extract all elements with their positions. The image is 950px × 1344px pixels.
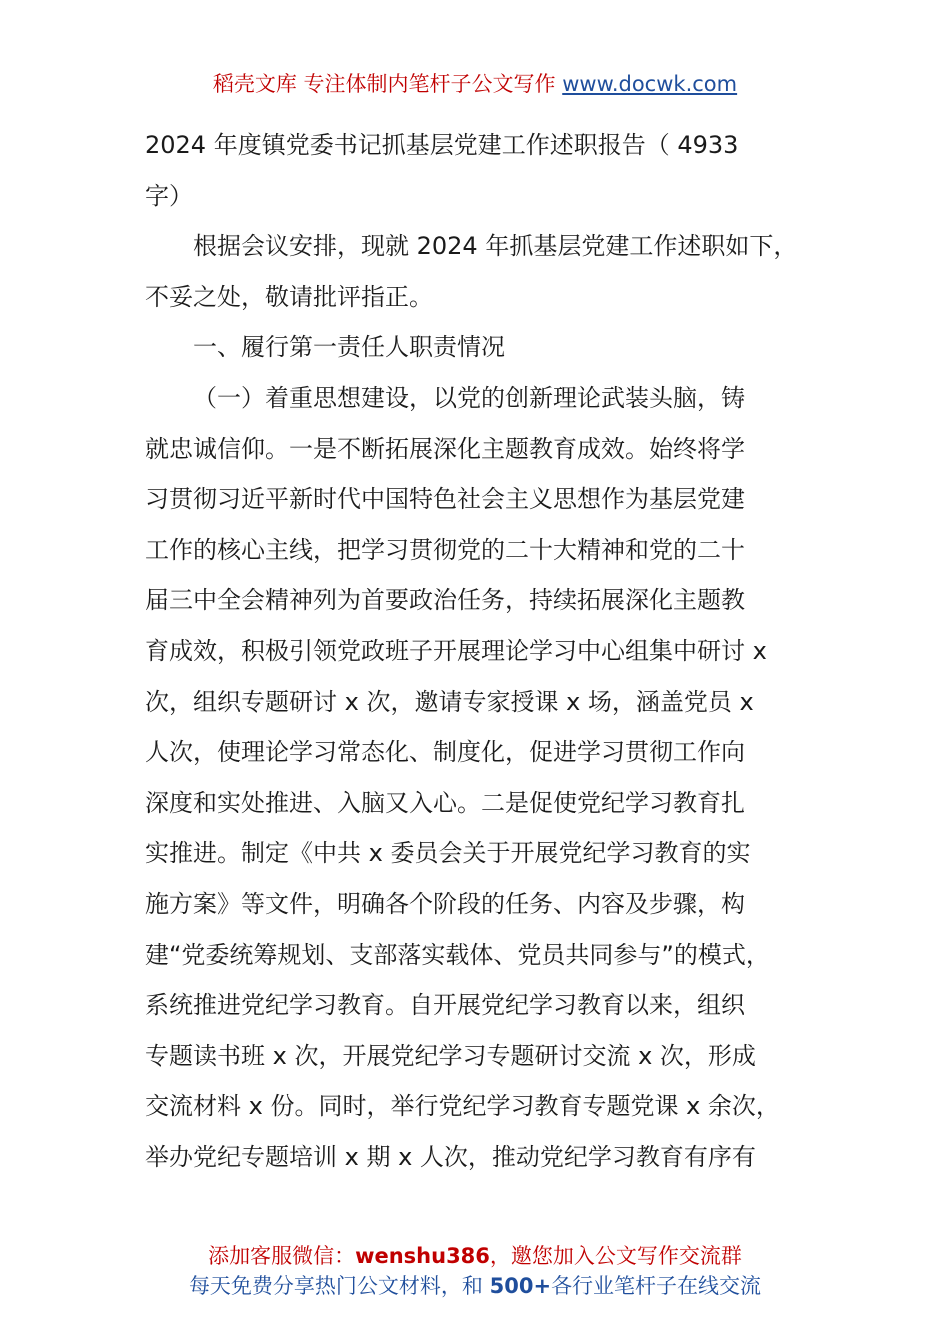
paragraph-line: 届三中全会精神列为首要政治任务，持续拓展深化主题教 bbox=[145, 586, 745, 615]
paragraph-line: 举办党纪专题培训 x 期 x 人次，推动党纪学习教育有序有 bbox=[145, 1142, 756, 1171]
footer-contact-line bbox=[0, 1240, 950, 1270]
paragraph-line: 系统推进党纪学习教育。自开展党纪学习教育以来，组织 bbox=[145, 991, 745, 1020]
footer-promo-line bbox=[0, 1270, 950, 1300]
paragraph-line: 实推进。制定《中共 x 委员会关于开展党纪学习教育的实 bbox=[145, 839, 751, 868]
paragraph-line: 人次，使理论学习常态化、制度化，促进学习贯彻工作向 bbox=[145, 738, 745, 767]
paragraph-line: 专题读书班 x 次，开展党纪学习专题研讨交流 x 次，形成 bbox=[145, 1041, 756, 1070]
paragraph-line: 建“党委统筹规划、支部落实载体、党员共同参与”的模式， bbox=[145, 940, 770, 969]
document-body bbox=[145, 120, 835, 1182]
paragraph-line: 工作的核心主线，把学习贯彻党的二十大精神和党的二十 bbox=[145, 535, 745, 564]
paragraph-line: 施方案》等文件，明确各个阶段的任务、内容及步骤，构 bbox=[145, 889, 745, 918]
paragraph-line: 交流材料 x 份。同时，举行党纪学习教育专题党课 x 余次， bbox=[145, 1092, 780, 1121]
footer-line2-suffix: 各行业笔杆子在线交流 bbox=[551, 1274, 762, 1298]
doc-title-line: 字） bbox=[145, 181, 193, 210]
footer-line2-prefix: 每天免费分享热门公文材料，和 bbox=[188, 1274, 490, 1298]
wechat-id: wenshu386 bbox=[355, 1244, 490, 1268]
footer-line1-suffix: ，邀您加入公文写作交流群 bbox=[489, 1244, 742, 1268]
header-link[interactable]: www.docwk.com bbox=[562, 72, 738, 96]
paragraph-line: 深度和实处推进、入脑又入心。二是促使党纪学习教育扎 bbox=[145, 788, 745, 817]
section-heading: 一、履行第一责任人职责情况 bbox=[193, 333, 505, 362]
header-text: 稻壳文库 专注体制内笔杆子公文写作 bbox=[212, 72, 563, 96]
doc-title-line: 2024 年度镇党委书记抓基层党建工作述职报告（ 4933 bbox=[145, 131, 739, 159]
paragraph-line: 根据会议安排，现就 2024 年抓基层党建工作述职如下， bbox=[193, 232, 798, 261]
paragraph-line: （一）着重思想建设，以党的创新理论武装头脑，铸 bbox=[193, 383, 745, 412]
paragraph-line: 育成效，积极引领党政班子开展理论学习中心组集中研讨 x bbox=[145, 636, 767, 665]
footer-count: 500+ bbox=[489, 1274, 552, 1298]
paragraph-line: 习贯彻习近平新时代中国特色社会主义思想作为基层党建 bbox=[145, 485, 745, 514]
paragraph-line: 就忠诚信仰。一是不断拓展深化主题教育成效。始终将学 bbox=[145, 434, 745, 463]
paragraph-line: 不妥之处，敬请批评指正。 bbox=[145, 282, 433, 311]
footer-line1-prefix: 添加客服微信： bbox=[208, 1244, 356, 1268]
watermark-header bbox=[0, 68, 950, 98]
paragraph-line: 次，组织专题研讨 x 次，邀请专家授课 x 场，涵盖党员 x bbox=[145, 687, 754, 716]
